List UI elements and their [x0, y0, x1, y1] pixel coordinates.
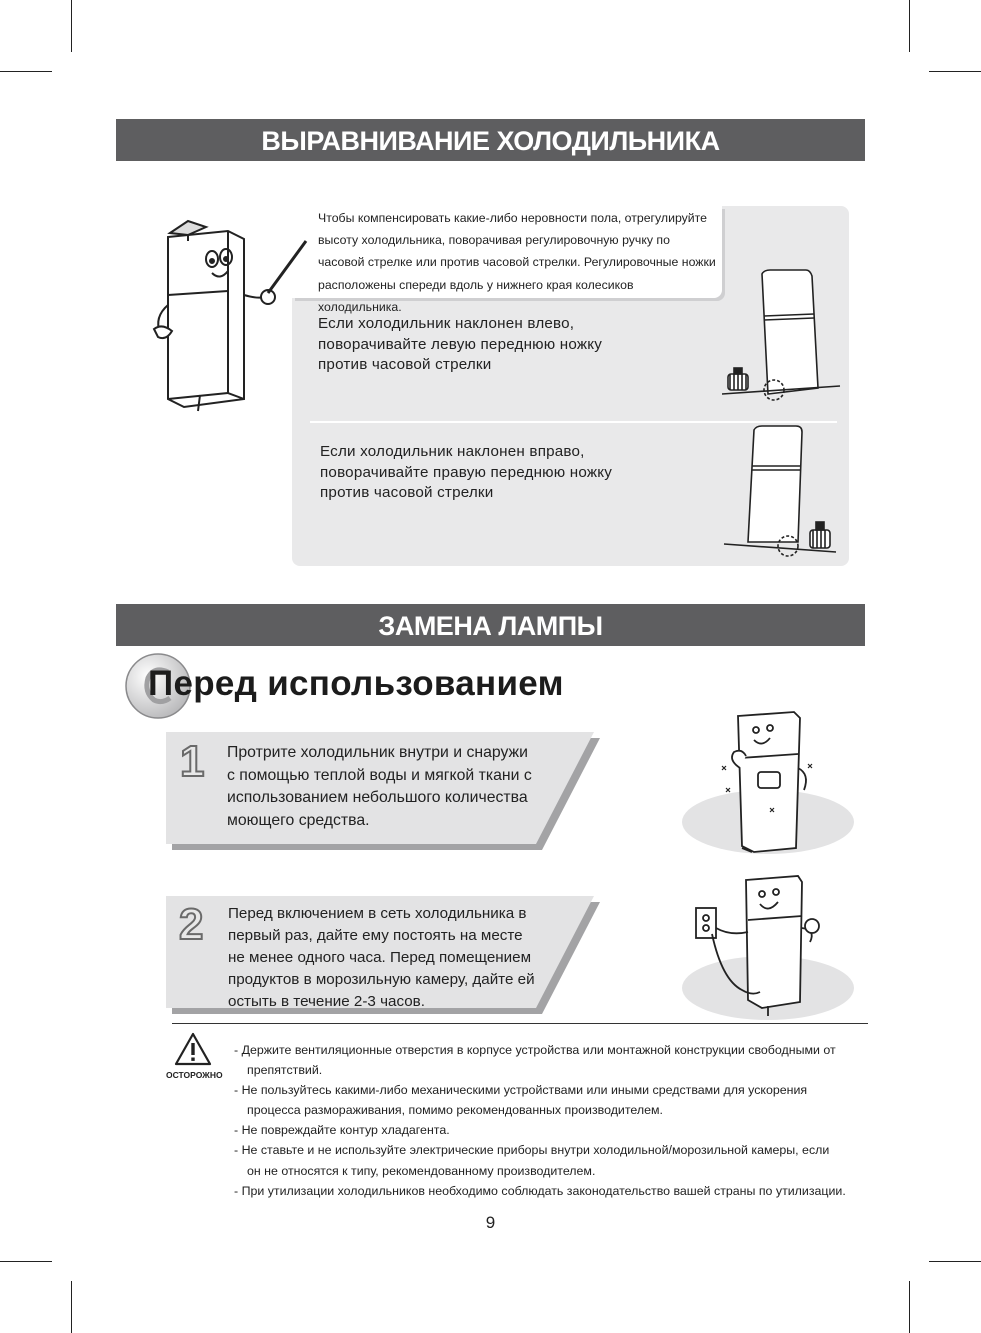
- step1-line: использованием небольшого количества: [227, 789, 528, 806]
- fridge-tilt-right-illustration: [722, 424, 842, 564]
- right-tilt-line: Если холодильник наклонен вправо,: [320, 443, 585, 460]
- section-title-leveling: ВЫРАВНИВАНИЕ ХОЛОДИЛЬНИКА: [116, 119, 865, 161]
- step2-number: 2: [179, 900, 204, 949]
- warning-item-cont: препятствий.: [247, 1063, 323, 1078]
- section-title-lamp: ЗАМЕНА ЛАМПЫ: [116, 604, 865, 646]
- step1-number: 1: [180, 737, 205, 786]
- crop-mark: [929, 1261, 981, 1262]
- intro-line: расположены спереди вдоль у нижнего края колесиков холодильника.: [318, 277, 634, 314]
- panel-divider: [310, 421, 837, 423]
- crop-mark: [929, 71, 981, 72]
- page-subtitle: Перед использованием: [148, 664, 564, 703]
- left-tilt-line: Если холодильник наклонен влево,: [318, 315, 575, 332]
- step2-text: [228, 903, 535, 1013]
- left-tilt-instruction: [318, 314, 602, 376]
- crop-mark: [71, 1281, 72, 1333]
- warning-item: - Не ставьте и не используйте электрические приборы внутри холодильной/морозильной камеры, если: [234, 1143, 830, 1158]
- warning-item: - Держите вентиляционные отверстия в корпусе устройства или монтажной конструкции свободными от: [234, 1043, 836, 1057]
- warning-item-cont: процесса размораживания, помимо рекомендованных производителем.: [247, 1103, 663, 1118]
- crop-mark: [71, 0, 72, 52]
- right-tilt-line: поворачивайте правую переднюю ножку: [320, 463, 613, 481]
- page-number: 9: [485, 1213, 496, 1232]
- intro-line: высоту холодильника, поворачивая регулировочную ручку по: [318, 233, 670, 248]
- warning-item: - Не пользуйтесь какими-либо механическими устройствами или иными средствами для ускорения: [234, 1083, 808, 1098]
- warning-label: ОСТОРОЖНО: [166, 1070, 223, 1080]
- step2-line: остыть в течение 2-3 часов.: [228, 993, 425, 1010]
- warning-item: - Не повреждайте контур хладагента.: [234, 1123, 450, 1138]
- leveling-intro: [318, 207, 720, 318]
- step2-line: первый раз, дайте ему постоять на месте: [228, 927, 523, 944]
- intro-line: Чтобы компенсировать какие-либо неровности пола, отрегулируйте: [318, 211, 708, 225]
- teacher-fridge-illustration: [140, 205, 310, 415]
- fridge-tilt-left-illustration: [722, 266, 842, 406]
- warning-divider: [172, 1023, 868, 1024]
- warning-item-cont: он не относятся к типу, рекомендованному производителем.: [247, 1163, 596, 1178]
- right-tilt-line: против часовой стрелки: [320, 484, 494, 501]
- crop-mark: [909, 1281, 910, 1333]
- step1-text: [227, 742, 532, 832]
- crop-mark: [0, 71, 52, 72]
- left-tilt-line: поворачивайте левую переднюю ножку: [318, 335, 603, 353]
- right-tilt-instruction: [320, 442, 612, 504]
- fridge-plug-illustration: [682, 872, 858, 1022]
- crop-mark: [0, 1261, 52, 1262]
- warning-list: [234, 1040, 874, 1201]
- warning-triangle-icon: [174, 1032, 212, 1066]
- crop-mark: [909, 0, 910, 52]
- warning-item: - При утилизации холодильников необходимо соблюдать законодательство вашей страны по утилизации.: [234, 1183, 846, 1198]
- fridge-cleaning-illustration: [682, 708, 858, 858]
- step2-line: продуктов в морозильную камеру, дайте ей: [228, 971, 535, 988]
- intro-line: часовой стрелке или против часовой стрелки. Регулировочные ножки: [318, 255, 716, 270]
- step1-line: с помощью теплой воды и мягкой ткани с: [227, 766, 532, 784]
- step2-line: не менее одного часа. Перед помещением: [228, 949, 532, 966]
- left-tilt-line: против часовой стрелки: [318, 356, 492, 373]
- step2-line: Перед включением в сеть холодильника в: [228, 905, 527, 922]
- step1-line: моющего средства.: [227, 811, 370, 829]
- step1-line: Протрите холодильник внутри и снаружи: [227, 744, 528, 761]
